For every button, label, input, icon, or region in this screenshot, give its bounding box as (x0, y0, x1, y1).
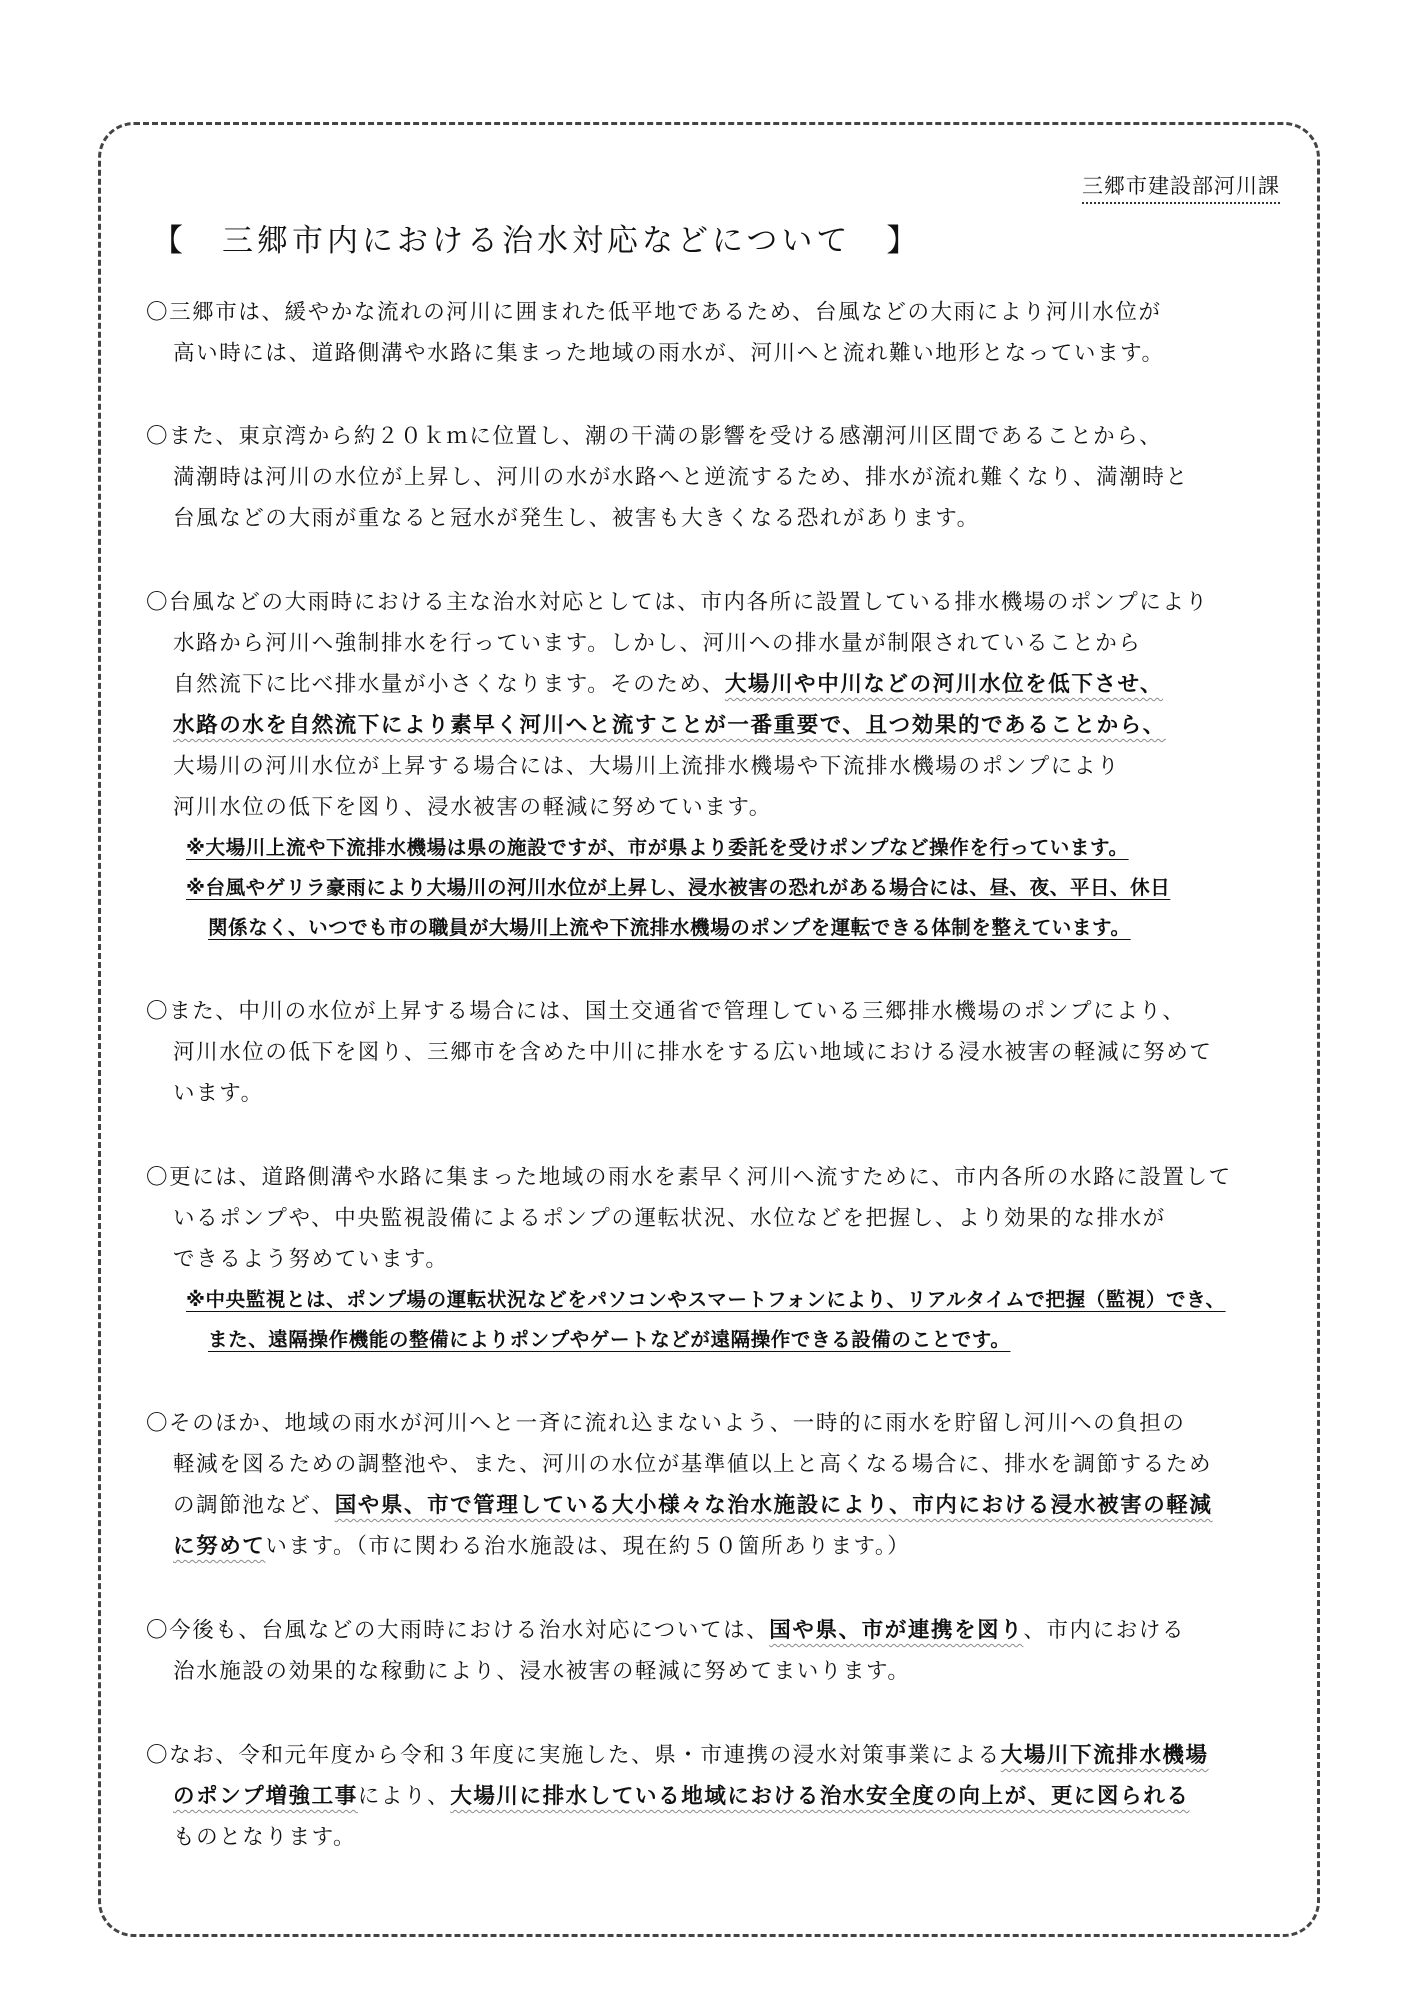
note-line (146, 1320, 1326, 1360)
note-text: ※中央監視とは、ポンプ場の運転状況などをパソコンやスマートフォンにより、リアルタイムで把握（監視）でき、 (186, 1288, 1226, 1311)
text-line: います。 (173, 1081, 264, 1106)
text-line: 〇そのほか、地域の雨水が河川へと一斉に流れ込まないよう、一時的に雨水を貯留し河川への負担の (146, 1411, 1186, 1436)
text-line: 大場川の河川水位が上昇する場合には、大場川上流排水機場や下流排水機場のポンプにより (173, 754, 1121, 779)
paragraph-6 (146, 1403, 1326, 1567)
emphasis-text: 大場川に排水している地域における治水安全度の向上が、更に図られる (450, 1784, 1190, 1809)
text-line: 〇台風などの大雨時における主な治水対応としては、市内各所に設置している排水機場のポンプにより (146, 590, 1209, 615)
text-line (146, 705, 1326, 746)
emphasis-text: 国や県、市で管理している大小様々な治水施設により、市内における浸水被害の軽減 (334, 1493, 1213, 1518)
text-line: 高い時には、道路側溝や水路に集まった地域の雨水が、河川へと流れ難い地形となっています。 (173, 341, 1165, 366)
text-span: により、 (357, 1784, 451, 1809)
paragraph-3 (146, 582, 1326, 948)
text-span: 、市内における (1023, 1618, 1186, 1643)
document-body (146, 292, 1326, 1858)
note-line (146, 1280, 1326, 1320)
note-line (146, 868, 1326, 908)
emphasis-text: に努めて (173, 1534, 266, 1559)
department-label: 三郷市建設部河川課 (1082, 170, 1280, 204)
emphasis-text: のポンプ増強工事 (173, 1784, 358, 1809)
text-line: 河川水位の低下を図り、浸水被害の軽減に努めています。 (173, 795, 772, 820)
paragraph-2 (146, 416, 1326, 539)
note-text: ※大場川上流や下流排水機場は県の施設ですが、市が県より委託を受けポンプなど操作を行っています。 (186, 836, 1129, 859)
text-line (146, 1485, 1326, 1526)
emphasis-text: 国や県、市が連携を図り (769, 1618, 1024, 1643)
text-line: 軽減を図るための調整池や、また、河川の水位が基準値以上と高くなる場合に、排水を調節するため (173, 1452, 1213, 1477)
text-span: 自然流下に比べ排水量が小さくなります。そのため、 (173, 672, 725, 697)
text-line (146, 1526, 1326, 1567)
text-line (146, 1776, 1326, 1817)
text-line: できるよう努めています。 (173, 1247, 449, 1272)
note-text: また、遠隔操作機能の整備によりポンプやゲートなどが遠隔操作できる設備のことです。 (208, 1328, 1011, 1351)
text-line: 治水施設の効果的な稼動により、浸水被害の軽減に努めてまいります。 (173, 1659, 911, 1684)
emphasis-text: 大場川下流排水機場 (1000, 1743, 1209, 1768)
page-title: 【 三郷市内における治水対応などについて 】 (152, 223, 922, 259)
text-line: 〇また、東京湾から約２０ｋｍに位置し、潮の干満の影響を受ける感潮河川区間であることから、 (146, 424, 1163, 449)
emphasis-text: 水路の水を自然流下により素早く河川へと流すことが一番重要で、且つ効果的であることから、 (173, 713, 1166, 738)
text-span: 〇今後も、台風などの大雨時における治水対応については、 (146, 1618, 770, 1643)
text-line: いるポンプや、中央監視設備によるポンプの運転状況、水位などを把握し、より効果的な排水が (173, 1206, 1166, 1231)
paragraph-4 (146, 991, 1326, 1114)
note-line (146, 908, 1326, 948)
text-line: 台風などの大雨が重なると冠水が発生し、被害も大きくなる恐れがあります。 (173, 506, 980, 531)
text-line (146, 1735, 1326, 1776)
text-line: 〇更には、道路側溝や水路に集まった地域の雨水を素早く河川へ流すために、市内各所の水路に設置して (146, 1165, 1232, 1190)
text-span: います。（市に関わる治水施設は、現在約５０箇所あります。） (265, 1534, 911, 1559)
text-span: 〇なお、令和元年度から令和３年度に実施した、県・市連携の浸水対策事業による (146, 1743, 1001, 1768)
emphasis-text: 大場川や中川などの河川水位を低下させ、 (724, 672, 1164, 697)
note-text: 関係なく、いつでも市の職員が大場川上流や下流排水機場のポンプを運転できる体制を整えています。 (208, 916, 1131, 939)
text-line: ものとなります。 (173, 1825, 357, 1850)
text-line: 満潮時は河川の水位が上昇し、河川の水が水路へと逆流するため、排水が流れ難くなり、満潮時と (173, 465, 1189, 490)
paragraph-1 (146, 292, 1326, 374)
text-line: 水路から河川へ強制排水を行っています。しかし、河川への排水量が制限されていることから (173, 631, 1142, 656)
note-line (146, 828, 1326, 868)
text-line (146, 664, 1326, 705)
text-line: 河川水位の低下を図り、三郷市を含めた中川に排水をする広い地域における浸水被害の軽減に努めて (173, 1040, 1213, 1065)
text-line (146, 1610, 1326, 1651)
paragraph-7 (146, 1610, 1326, 1692)
text-line: 〇また、中川の水位が上昇する場合には、国土交通省で管理している三郷排水機場のポンプにより、 (146, 999, 1186, 1024)
text-span: の調節池など、 (173, 1493, 335, 1518)
paragraph-8 (146, 1735, 1326, 1858)
note-text: ※台風やゲリラ豪雨により大場川の河川水位が上昇し、浸水被害の恐れがある場合には、昼、夜、平日、休日 (186, 876, 1171, 899)
text-line: 〇三郷市は、緩やかな流れの河川に囲まれた低平地であるため、台風などの大雨により河川水位が (146, 300, 1162, 325)
paragraph-5 (146, 1157, 1326, 1360)
